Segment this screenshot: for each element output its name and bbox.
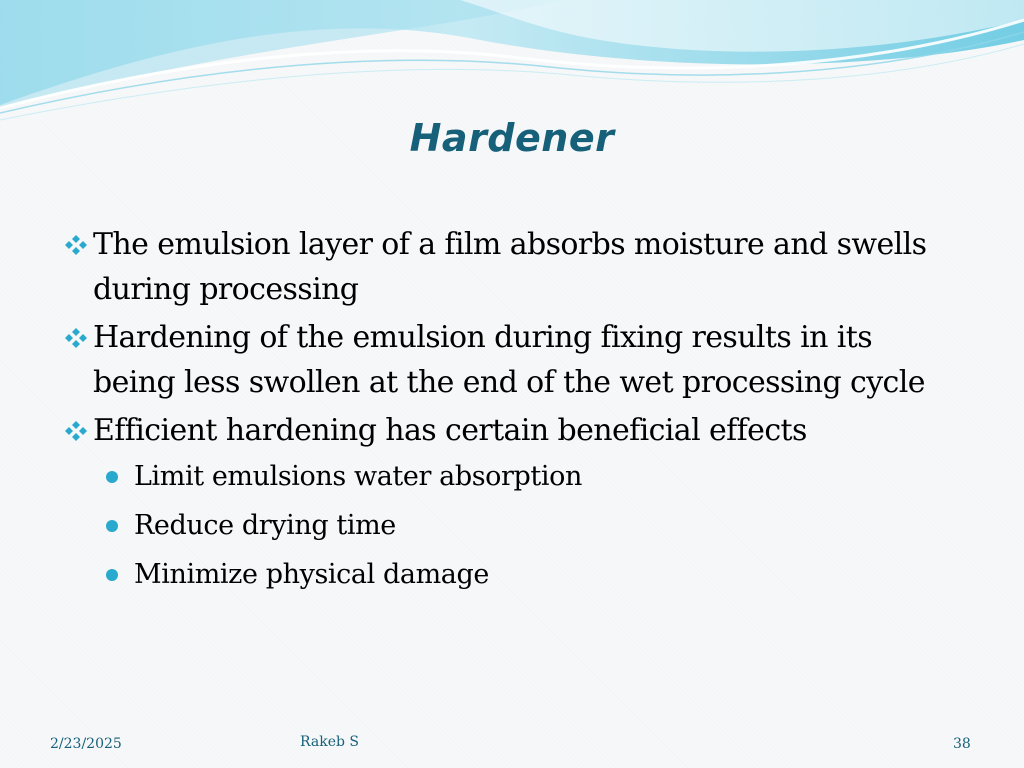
subbullet-item [62, 459, 962, 495]
subbullet-text: Limit emulsions water absorption [134, 461, 582, 492]
diamond-quad-bullet-icon [63, 327, 89, 349]
filled-circle-bullet-icon [106, 471, 118, 483]
footer-page-number: 38 [953, 736, 971, 752]
subbullet-text: Reduce drying time [134, 510, 396, 541]
bullet-item [62, 408, 962, 453]
subbullet-item [62, 508, 962, 544]
subbullet-item [62, 557, 962, 593]
bullet-item [62, 315, 962, 405]
footer-date: 2/23/2025 [50, 736, 122, 752]
slide-title: Hardener [409, 116, 615, 160]
diamond-quad-bullet-icon [63, 234, 89, 256]
diamond-quad-bullet-icon [63, 420, 89, 442]
filled-circle-bullet-icon [106, 569, 118, 581]
bullet-text: Efficient hardening has certain beneficial effects [93, 413, 807, 448]
wave-header-decoration [0, 0, 1024, 130]
bullet-text: The emulsion layer of a film absorbs moisture and swells during processing [93, 227, 927, 307]
footer-author: Rakeb S [300, 734, 359, 750]
slide-content [62, 222, 962, 606]
filled-circle-bullet-icon [106, 520, 118, 532]
bullet-text: Hardening of the emulsion during fixing results in its being less swollen at the end of the wet processing cycle [93, 320, 925, 400]
subbullet-text: Minimize physical damage [134, 559, 489, 590]
bullet-item [62, 222, 962, 312]
